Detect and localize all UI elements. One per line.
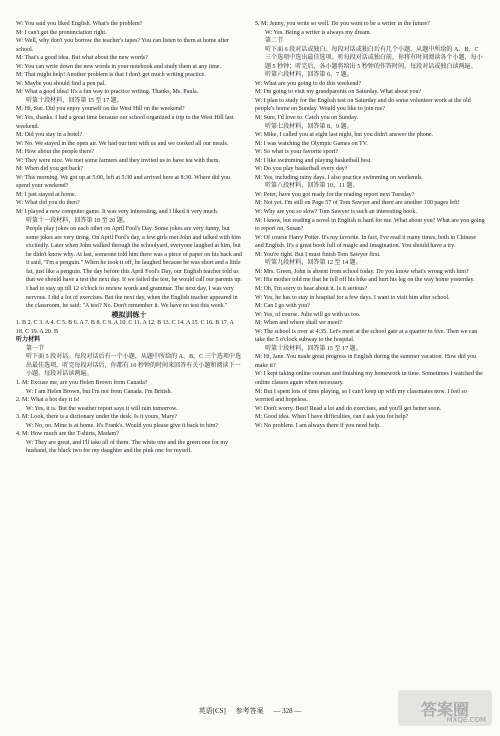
text-line: W: The school is over at 4:35. Let's meet at the school gate at a quarter to five. Then we can take the 5 o'clock subway to the hospital.	[255, 328, 478, 344]
text-line: M: When did you get back?	[16, 166, 84, 173]
text-line: People play jokes on each other on April Fool's Day. Some jokes are very funny, but some jokes are very tiring. On April Fool's day, a few girls met John and talked with him excitedly. Later when John walked through the schoolyard, everyone laughed at him, but he didn't know why. At last, someone told him there was a piece of paper on his back and it said, "I'm a penguin." When he took it off, he laughed because he was short and a little fat, just like a penguin. The day before this April Fool's Day, our English teacher told us that we should have a test the next day. If we failed the test, he would call our parents up. I had to stay up till 12 o'clock to review words and grammar. The next day, I was very nervous. I did a lot of exercises. But the next day, when the English teacher appeared in the classroom, he said: "A test? No. Don't remember it. We have no test this week."	[26, 226, 242, 310]
text-line: W: Don't worry. Best! Read a lot and do exercises, and you'll get better soon.	[255, 405, 442, 412]
text-line: 听第七段材料，回答第 8、9 题。	[265, 123, 353, 130]
text-line: M: I can't get the pronunciation right.	[16, 29, 107, 36]
text-line: W: They are great, and I'll take all of them. The white one and the green one for my husband, the black two for my daughter and the pink one for myself.	[26, 439, 229, 455]
footer-subject: 英语[CS]	[198, 707, 226, 715]
watermark-glyph: 答案圈	[420, 699, 469, 719]
text-line: M: I know, but reading a novel in English is hard for me. What about you? What are you going to report on, Susan?	[255, 217, 485, 233]
text-line: 听第九段材料，回答第 12 至 14 题。	[265, 260, 362, 267]
text-line: W: I am Helen Brown, but I'm not from Canada. I'm British.	[26, 388, 173, 395]
text-line: W: Yes, it is. But the weather report says it will rain tomorrow.	[26, 405, 178, 412]
watermark-logo	[398, 690, 492, 726]
text-line: 听第八段材料，回答第 10、11 题。	[265, 183, 359, 190]
text-line: W: What did you do then?	[16, 200, 80, 207]
text-line: W: I kept taking online courses and finishing my homework in time. Sometimes I watched the online classes again when necessary.	[255, 371, 483, 386]
text-line: W: Yes, he has to stay in hospital for a few days. I want to visit him after school.	[255, 294, 450, 301]
text-line: M: That might help! Another problem is that I don't get much writing practice.	[16, 72, 206, 79]
left-column	[16, 20, 242, 456]
text-line: W: They were nice. We met some farmers and they invited us to have tea with them.	[16, 157, 220, 164]
text-line: W: Mike, I called you at eight last night, but you didn't answer the phone.	[255, 132, 434, 139]
text-line: W: Why are you so slow? Tom Sawyer is such an interesting book.	[255, 209, 417, 216]
text-line: M: Hi, Jane. You made great progress in English during the summer vacation. How did you make it?	[255, 354, 477, 369]
text-line: M: Good idea. When I have difficulties, can I ask you for help?	[255, 414, 409, 421]
text-line: M: Hi, Sue. Did you enjoy yourself on the West Hill on the weekend?	[16, 106, 185, 113]
text-line: W: Well, why don't you borrow the teacher's tapes? You can listen to them at home after school.	[16, 38, 229, 53]
text-line: W: No, no. Mine is at home. It's Frank's. Would you please give it back to him?	[26, 422, 219, 429]
right-column	[255, 20, 485, 430]
text-line: M: You're right. But I must finish Tom Sawyer first.	[255, 251, 381, 258]
text-line: W: No. We stayed in the open air. We had our tent with us and we cooked all our meals.	[16, 140, 229, 147]
text-line: 听下面 5 段对话。每段对话后有一个小题，从题中所给的 A、B、C 三个选项中选出最佳选项。听完每段对话后，你都有 10 秒钟的时间来回答有关小题和阅读下一小题。每段对话读两遍。	[26, 354, 242, 378]
text-line: 3. M: Look, there is a dictionary under the desk. Is it yours, Mary?	[16, 414, 178, 421]
text-line: M: That's a good idea. But what about the new words?	[16, 55, 148, 62]
text-line: W: Maybe you should find a pen pal.	[16, 80, 106, 87]
text-line: W: Do you play basketball every day?	[255, 166, 348, 173]
text-line: W: Yes, of course. Julie will go with us too.	[255, 311, 361, 318]
text-line: M: Did you stay in a hotel?	[16, 132, 83, 139]
text-line: M: Not yet. I'm still on Page 57 of Tom Sawyer and there are another 100 pages left!	[255, 200, 460, 207]
text-line: 2. M: What a hot day it is!	[16, 397, 80, 404]
text-line: M: When and where shall we meet?	[255, 320, 342, 327]
text-line: M: I just stayed at home.	[16, 191, 77, 198]
text-line: M: I like swimming and playing basketball best.	[255, 157, 372, 164]
text-line: M: How about the people there?	[16, 149, 95, 156]
text-line: W: This morning. We got up at 5:00, left at 5:30 and arrived here at 8:30. Where did you spend your weekend?	[16, 174, 231, 190]
text-line: W: What are you going to do this weekend?	[255, 80, 362, 87]
footer-section: 参考答案	[235, 707, 264, 715]
text-line: W: You said you liked English. What's the problem?	[16, 21, 143, 27]
text-line: 第二节	[265, 38, 284, 45]
text-line: 听力材料	[16, 337, 41, 344]
text-line: 1. B 2. C 3. A 4. C 5. B 6. A 7. B 8. C 9. A 10. C 11. A 12. B 13. C 14. A 15. C 16. B 17. A 18. C 19. A 20. B	[16, 320, 234, 335]
text-line: W: Yes. Being a writer is always my dream.	[265, 29, 372, 36]
text-line: M: I played a new computer game. It was very interesting, and I liked it very much.	[16, 209, 219, 216]
text-line: 听第十一段材料，回答第 18 至 20 题。	[26, 217, 129, 224]
text-line: M: Oh, I'm sorry to hear about it. Is it serious?	[255, 285, 368, 292]
footer-page-number: — 328 —	[273, 707, 302, 715]
text-line: 1. M: Excuse me, are you Helen Brown from Canada?	[16, 379, 148, 386]
text-line: W: Yes, thanks. I had a great time because our school organized a trip to the West Hill last weekend.	[16, 115, 234, 130]
text-line: 第一节	[26, 345, 45, 352]
text-line: W: I plan to study for the English test on Saturday and do some volunteer work at the old people's home on Sunday. Would you like to join me?	[255, 97, 471, 113]
text-line: 模拟训练十	[111, 310, 147, 319]
text-line: W: No problem. I am always there if you need help.	[255, 422, 381, 429]
text-line: W: You can write down the new words in your notebook and study them at any time.	[16, 63, 221, 70]
text-line: 听下面 6 段对话或独白。每段对话或独白后有几个小题，从题中所给的 A、B、C 三个选项中选出最佳选项。听每段对话或独白前，你将有时间阅读各个小题，每小题 5 秒钟；听完后，各小题将给出 5 秒钟的作答时间。每段对话或独白读两遍。	[265, 46, 483, 70]
text-line: 听第六段材料，回答第 6、7 题。	[265, 72, 353, 79]
text-line: M: Can I go with you?	[255, 303, 310, 310]
text-line: M: But I spent lots of time playing, so I can't keep up with my classmates now. I feel so worried and hopeless.	[255, 388, 467, 404]
text-line: 4. M: How much are the T-shirts, Madam?	[16, 431, 119, 438]
text-line: 听第十段材料，回答第 15 至 17 题。	[265, 345, 362, 352]
text-line: M: Sure, I'd love to. Catch you on Sunday.	[255, 115, 358, 122]
text-line: W: Of course Harry Potter. It's my favorite. In fact, I've read it many times, both in Chinese and English. It's a great book full of magic and imagination. You should have a try.	[255, 234, 477, 250]
text-line: M: I was watching the Olympic Games on TV.	[255, 140, 368, 147]
text-line: M: Mrs. Green, John is absent from school today. Do you know what's wrong with him?	[255, 268, 469, 275]
text-line: W: Peter, have you got ready for the reading report next Tuesday?	[255, 191, 415, 198]
watermark-url: MXQE.COM	[446, 716, 486, 724]
text-line: W: His mother told me that he fell off his bike and hurt his leg on the way home yesterday.	[255, 277, 475, 284]
text-line: M: What a good idea! It's a fun way to practice writing. Thanks, Ms. Paula.	[16, 89, 199, 96]
text-line: 5. M: Jenny, you write so well. Do you want to be a writer in the future?	[255, 21, 430, 27]
text-line: W: So what is your favorite sport?	[255, 149, 339, 156]
text-line: M: I'm going to visit my grandparents on Saturday. What about you?	[255, 89, 422, 96]
text-line: 听第十段材料，回答第 15 至 17 题。	[26, 97, 123, 104]
text-line: M: Yes, including rainy days. I also practice swimming on weekends.	[255, 174, 423, 181]
